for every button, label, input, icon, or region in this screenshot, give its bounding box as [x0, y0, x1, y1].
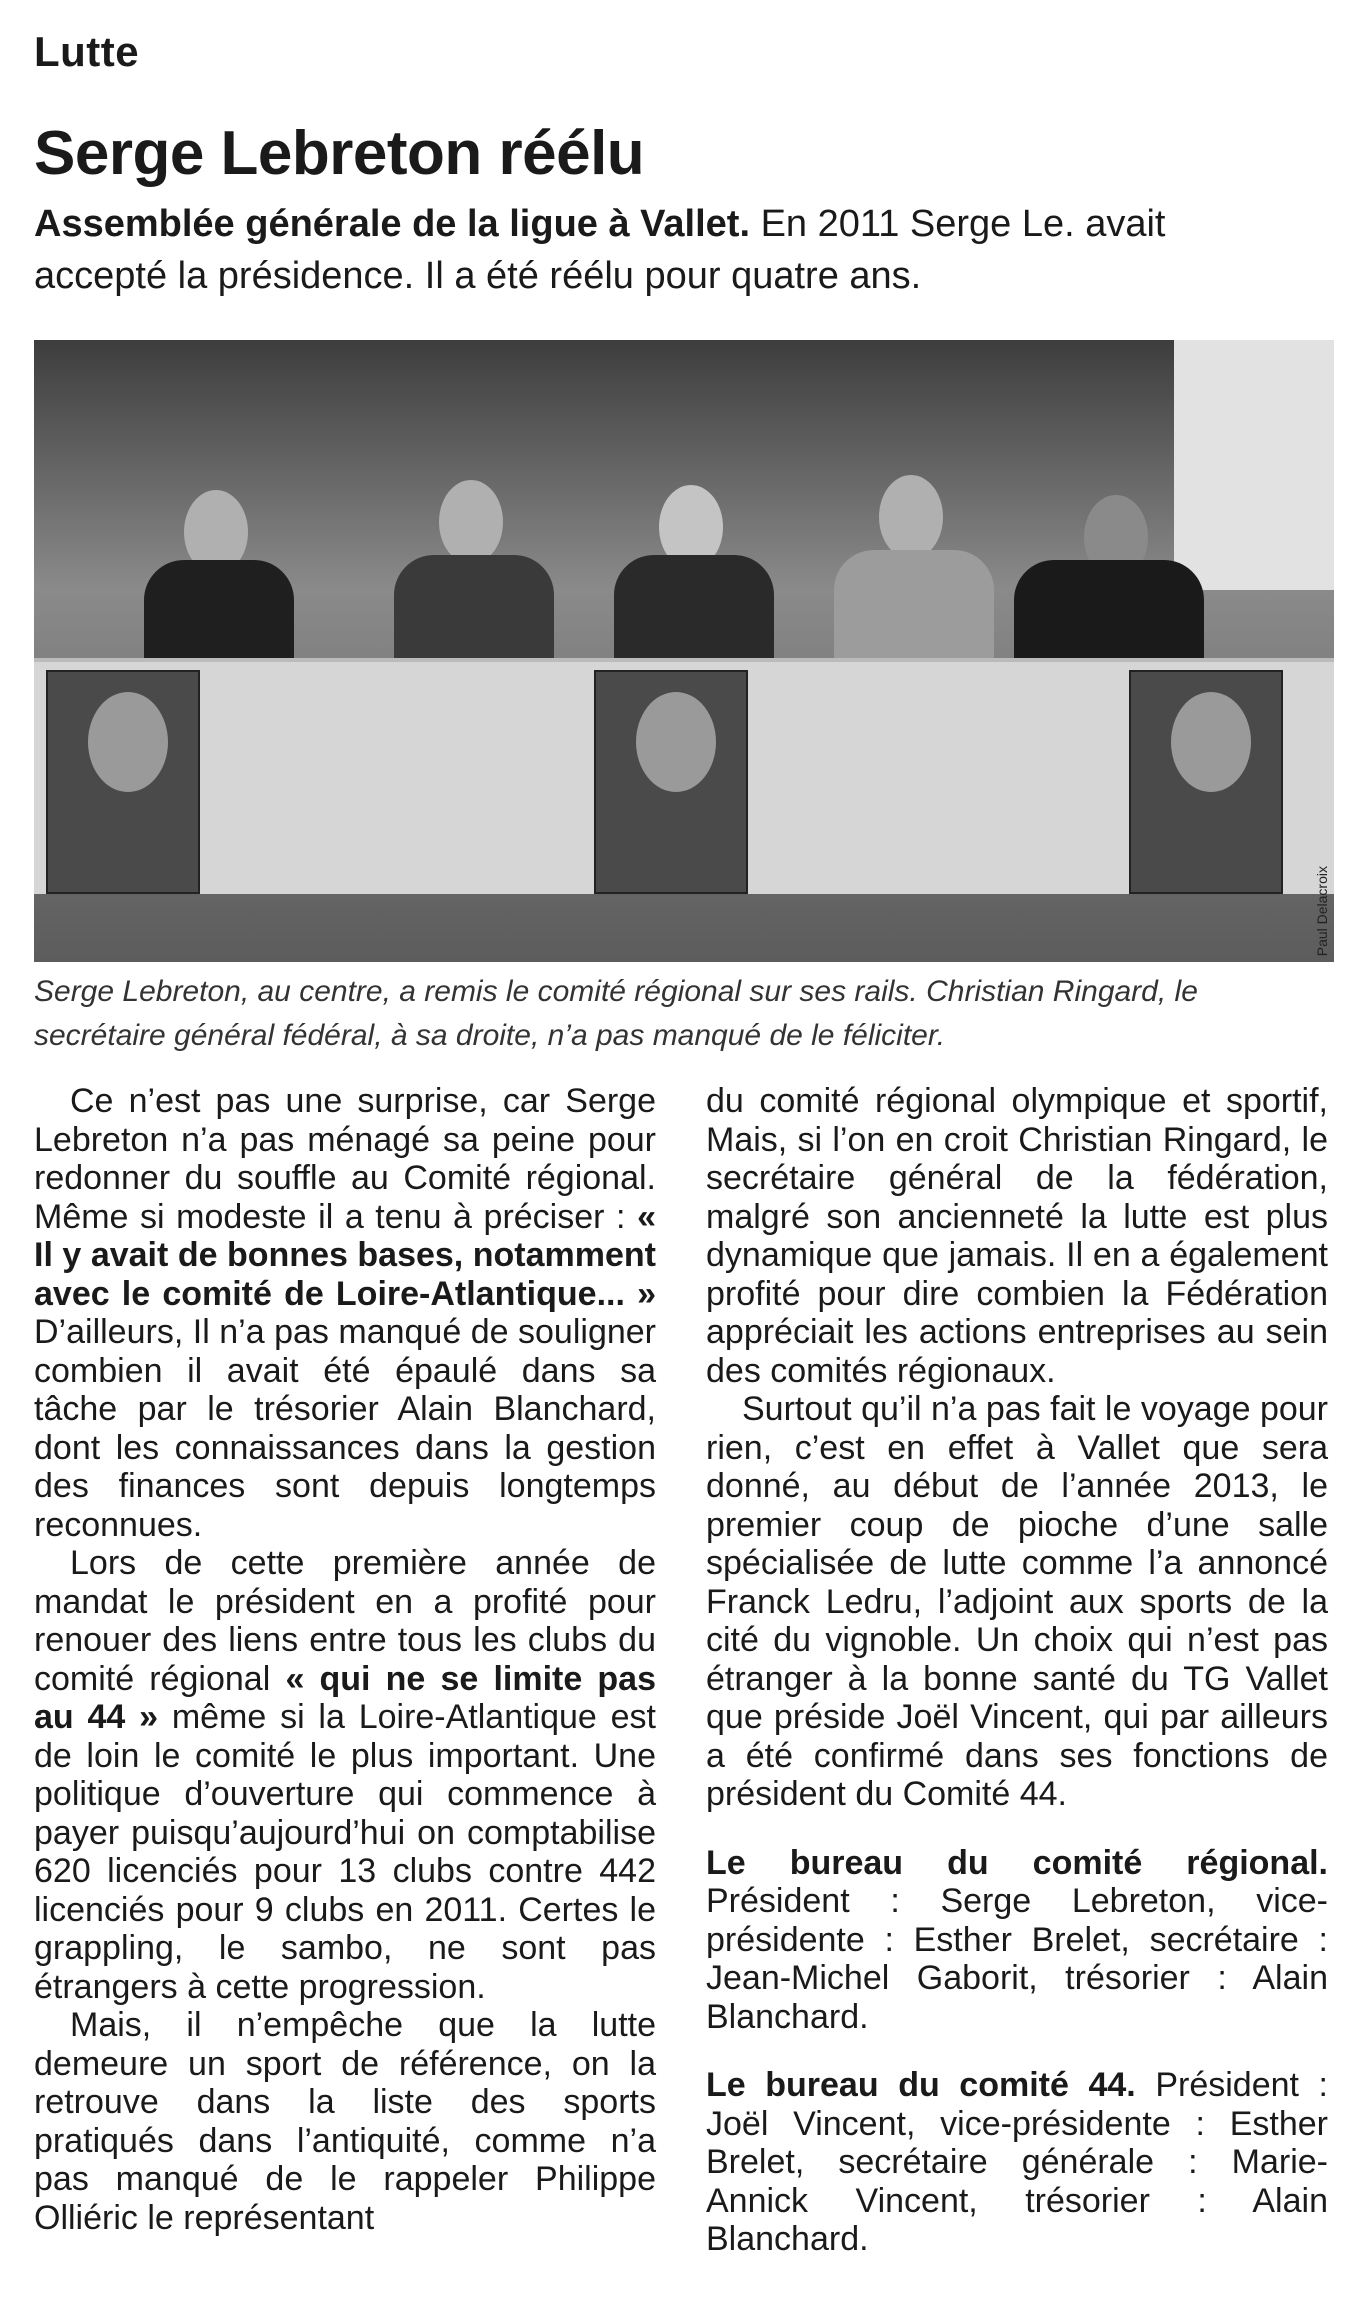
projection-screen — [1174, 340, 1334, 590]
standfirst-text: En 2011 Serge Le. avait accepté la présidence. Il a été réélu pour quatre ans. — [34, 203, 1166, 297]
article-photo — [34, 340, 1334, 962]
section-rubric: Lutte — [34, 28, 140, 75]
poster-left — [46, 670, 200, 894]
standfirst-lead: Assemblée générale de la ligue à Vallet. — [34, 203, 751, 245]
paragraph: Mais, il n’empêche que la lutte demeure un sport de référence, on la retrouve dans la liste des sports pratiqués dans l’antiquité, comme n’a pas manqué de le rappeler Philippe Olliéric le représentant — [34, 2006, 656, 2237]
photo-credit: Paul Delacroix — [1314, 865, 1330, 956]
article-column-left — [34, 1082, 656, 2237]
poster-center — [594, 670, 748, 894]
poster-right — [1129, 670, 1283, 894]
bureau-regional: Le bureau du comité régional. Président : Serge Lebreton, vice-présidente : Esther Brelet, secrétaire : Jean-Michel Gaborit, trésorier : Alain Blanchard. — [706, 1843, 1328, 2036]
article-standfirst — [34, 198, 1224, 302]
bureau-44: Le bureau du comité 44. Président : Joël Vincent, vice-présidente : Esther Brelet, secrétaire générale : Marie-Annick Vincent, trésorier : Alain Blanchard. — [706, 2066, 1328, 2258]
paragraph: Ce n’est pas une surprise, car Serge Lebreton n’a pas ménagé sa peine pour redonner du souffle au Comité régional. Même si modeste il a tenu à préciser : « Il y avait de bonnes bases, notamment avec le comité de Loire-Atlantique... » D’ailleurs, Il n’a pas manqué de souligner combien il avait été épaulé dans sa tâche par le trésorier Alain Blanchard, dont les connaissances dans la gestion des finances sont depuis longtemps reconnues. — [34, 1082, 656, 1544]
paragraph: Surtout qu’il n’a pas fait le voyage pour rien, c’est en effet à Vallet que sera donné, au début de l’année 2013, le premier coup de pioche d’une salle spécialisée de lutte comme l’a annoncé Franck Ledru, l’adjoint aux sports de la cité du vignoble. Un choix qui n’est pas étranger à la bonne santé du TG Vallet que préside Joël Vincent, qui par ailleurs a été confirmé dans ses fonctions de président du Comité 44. — [706, 1390, 1328, 1813]
paragraph: Lors de cette première année de mandat le président en a profité pour renouer des liens entre tous les clubs du comité régional « qui ne se limite pas au 44 » même si la Loire-Atlantique est de loin le comité le plus important. Une politique d’ouverture qui commence à payer puisqu’aujourd’hui on comptabilise 620 licenciés pour 13 clubs contre 442 licenciés pour 9 clubs en 2011. Certes le grappling, le sambo, ne sont pas étrangers à cette progression. — [34, 1544, 656, 2006]
article-headline: Serge Lebreton réélu — [34, 119, 645, 188]
article-column-right — [706, 1082, 1328, 2259]
photo-caption: Serge Lebreton, au centre, a remis le comité régional sur ses rails. Christian Ringard, le secrétaire général fédéral, à sa droite, n’a pas manqué de le féliciter. — [34, 975, 1198, 1052]
paragraph: du comité régional olympique et sportif, Mais, si l’on en croit Christian Ringard, le secrétaire général de la fédération, malgré son ancienneté la lutte est plus dynamique que jamais. Il en a également profité pour dire combien la Fédération appréciait les actions entreprises au sein des comités régionaux. — [706, 1082, 1328, 1390]
